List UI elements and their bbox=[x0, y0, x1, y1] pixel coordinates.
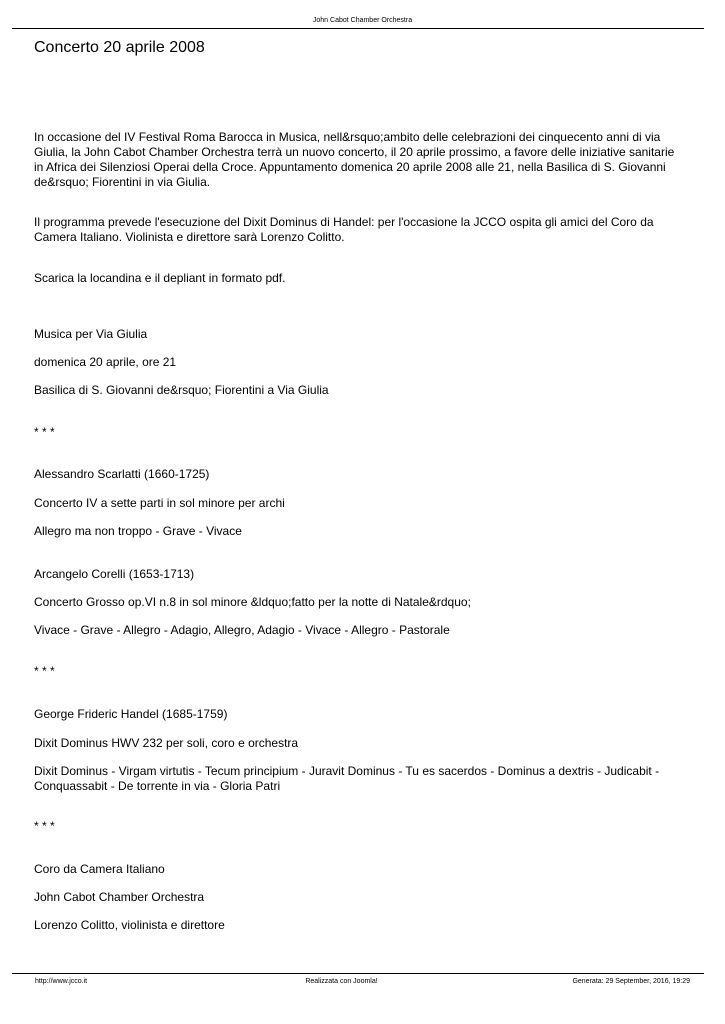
separator: * * * bbox=[34, 819, 55, 833]
event-venue: Basilica di S. Giovanni de&rsquo; Fiorentini a Via Giulia bbox=[34, 383, 329, 397]
event-date: domenica 20 aprile, ore 21 bbox=[34, 355, 177, 369]
work-corelli: Concerto Grosso op.VI n.8 in sol minore &ldquo;fatto per la notte di Natale&rdquo; bbox=[34, 595, 471, 609]
movements-handel: Dixit Dominus - Virgam virtutis - Tecum principium - Juravit Dominus - Tu es sacerdos - Dominus a dextris - Judicabit - Conquassabit - De torrente in via - Gloria Patri bbox=[34, 764, 660, 793]
performer-orchestra: John Cabot Chamber Orchestra bbox=[34, 890, 205, 904]
composer-handel: George Frideric Handel (1685-1759) bbox=[34, 707, 228, 721]
download-paragraph: Scarica la locandina e il depliant in formato pdf. bbox=[34, 271, 286, 285]
event-title: Musica per Via Giulia bbox=[34, 327, 148, 341]
movements-scarlatti: Allegro ma non troppo - Grave - Vivace bbox=[34, 524, 242, 538]
page-footer bbox=[0, 977, 725, 987]
footer-powered-by: Realizzata con Joomla! bbox=[305, 978, 378, 985]
movements-corelli: Vivace - Grave - Allegro - Adagio, Allegro, Adagio - Vivace - Allegro - Pastorale bbox=[34, 623, 450, 637]
intro-paragraph: In occasione del IV Festival Roma Barocca in Musica, nell&rsquo;ambito delle celebrazioni dei cinquecento anni di via Giulia, la John Cabot Chamber Orchestra terrà un nuovo concerto, il 20 aprile prossimo, a favore delle iniziative sanitarie in Africa dei Silenziosi Operai della Croce. Appuntamento domenica 20 aprile 2008 alle 21, nella Basilica di S. Giovanni de&rsquo; Fiorentini in via Giulia. bbox=[34, 130, 675, 189]
composer-corelli: Arcangelo Corelli (1653-1713) bbox=[34, 567, 195, 581]
separator: * * * bbox=[34, 664, 55, 678]
footer-generated-date: Generata: 29 September, 2016, 19:29 bbox=[572, 978, 690, 985]
work-handel: Dixit Dominus HWV 232 per soli, coro e orchestra bbox=[34, 736, 299, 750]
footer-url: http://www.jcco.it bbox=[35, 978, 88, 985]
header-divider bbox=[12, 28, 704, 29]
program-paragraph: Il programma prevede l'esecuzione del Dixit Dominus di Handel: per l'occasione la JCCO ospita gli amici del Coro da Camera Italiano. Violinista e direttore sarà Lorenzo Colitto. bbox=[34, 215, 654, 244]
separator: * * * bbox=[34, 425, 55, 439]
page-header: John Cabot Chamber Orchestra bbox=[312, 17, 413, 24]
work-scarlatti: Concerto IV a sette parti in sol minore per archi bbox=[34, 496, 285, 510]
composer-scarlatti: Alessandro Scarlatti (1660-1725) bbox=[34, 467, 210, 481]
performer-director: Lorenzo Colitto, violinista e direttore bbox=[34, 918, 225, 932]
performer-choir: Coro da Camera Italiano bbox=[34, 862, 165, 876]
page-title: Concerto 20 aprile 2008 bbox=[34, 39, 205, 56]
footer-divider bbox=[12, 973, 704, 974]
